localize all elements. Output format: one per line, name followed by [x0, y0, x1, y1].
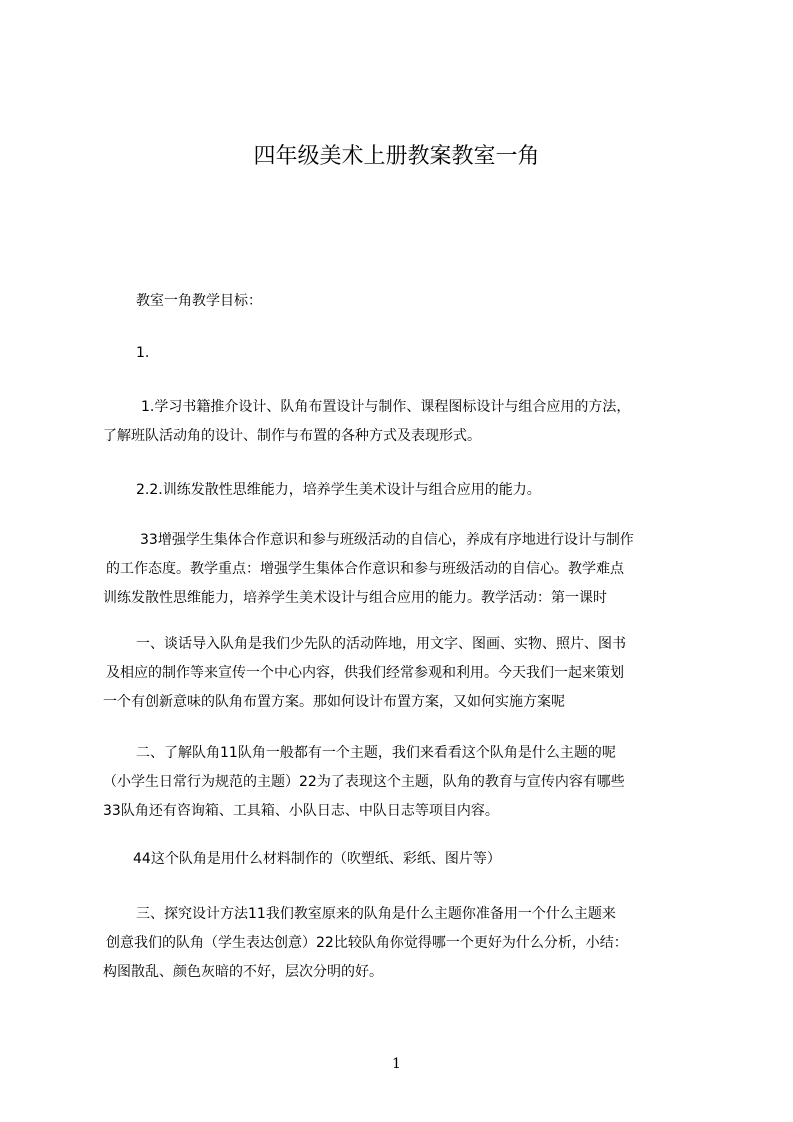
paragraph-section-3: [103, 900, 703, 987]
paragraph-section-1: [103, 630, 703, 717]
text-line: 一个有创新意味的队角布置方案。那如何设计布置方案，又如何实施方案呢: [103, 694, 565, 710]
text-line: 33增强学生集体合作意识和参与班级活动的自信心，养成有序地进行设计与制作: [140, 532, 634, 548]
page-number: 1: [392, 1056, 401, 1072]
paragraph-objectives-heading: [103, 287, 703, 316]
text-line: （小学生日常行为规范的主题）22为了表现这个主题，队角的教育与宣传内容有哪些: [103, 774, 625, 790]
text-line: 了解班队活动角的设计、制作与布置的各种方式及表现形式。: [103, 428, 481, 444]
text-line: 一、谈话导入队角是我们少先队的活动阵地，用文字、图画、实物、照片、图书: [136, 636, 626, 652]
text-line: 及相应的制作等来宣传一个中心内容，供我们经常参观和利用。今天我们一起来策划: [106, 665, 624, 681]
text-line: 三、探究设计方法11我们教室原来的队角是什么主题你准备用一个什么主题来: [136, 906, 616, 922]
paragraph-item-1: [103, 339, 703, 368]
text-line: 构图散乱、颜色灰暗的不好，层次分明的好。: [103, 964, 383, 980]
text-line: 训练发散性思维能力，培养学生美术设计与组合应用的能力。教学活动：第一课时: [103, 590, 607, 606]
text-line: 创意我们的队角（学生表达创意）22比较队角你觉得哪一个更好为什么分析，小结：: [106, 935, 628, 951]
text-line: 1.学习书籍推介设计、队角布置设计与制作、课程图标设计与组合应用的方法，: [141, 399, 631, 415]
text-line: 教室一角教学目标：: [136, 293, 262, 309]
paragraph-objective-2: [103, 476, 703, 505]
text-line: 的工作态度。教学重点：增强学生集体合作意识和参与班级活动的自信心。教学难点: [106, 561, 624, 577]
text-line: 2.2.训练发散性思维能力，培养学生美术设计与组合应用的能力。: [136, 482, 541, 498]
document-title: 四年级美术上册教案教室一角: [253, 144, 540, 169]
paragraph-objective-1: [103, 393, 703, 451]
text-line: 1.: [136, 345, 150, 361]
text-line: 二、了解队角11队角一般都有一个主题，我们来看看这个队角是什么主题的呢: [136, 745, 616, 761]
paragraph-objective-3: [103, 526, 703, 613]
text-line: 44这个队角是用什么材料制作的（吹塑纸、彩纸、图片等）: [133, 851, 501, 867]
text-line: 33队角还有咨询箱、工具箱、小队日志、中队日志等项目内容。: [103, 803, 499, 819]
paragraph-section-2: [103, 739, 703, 826]
paragraph-materials: [103, 845, 703, 874]
